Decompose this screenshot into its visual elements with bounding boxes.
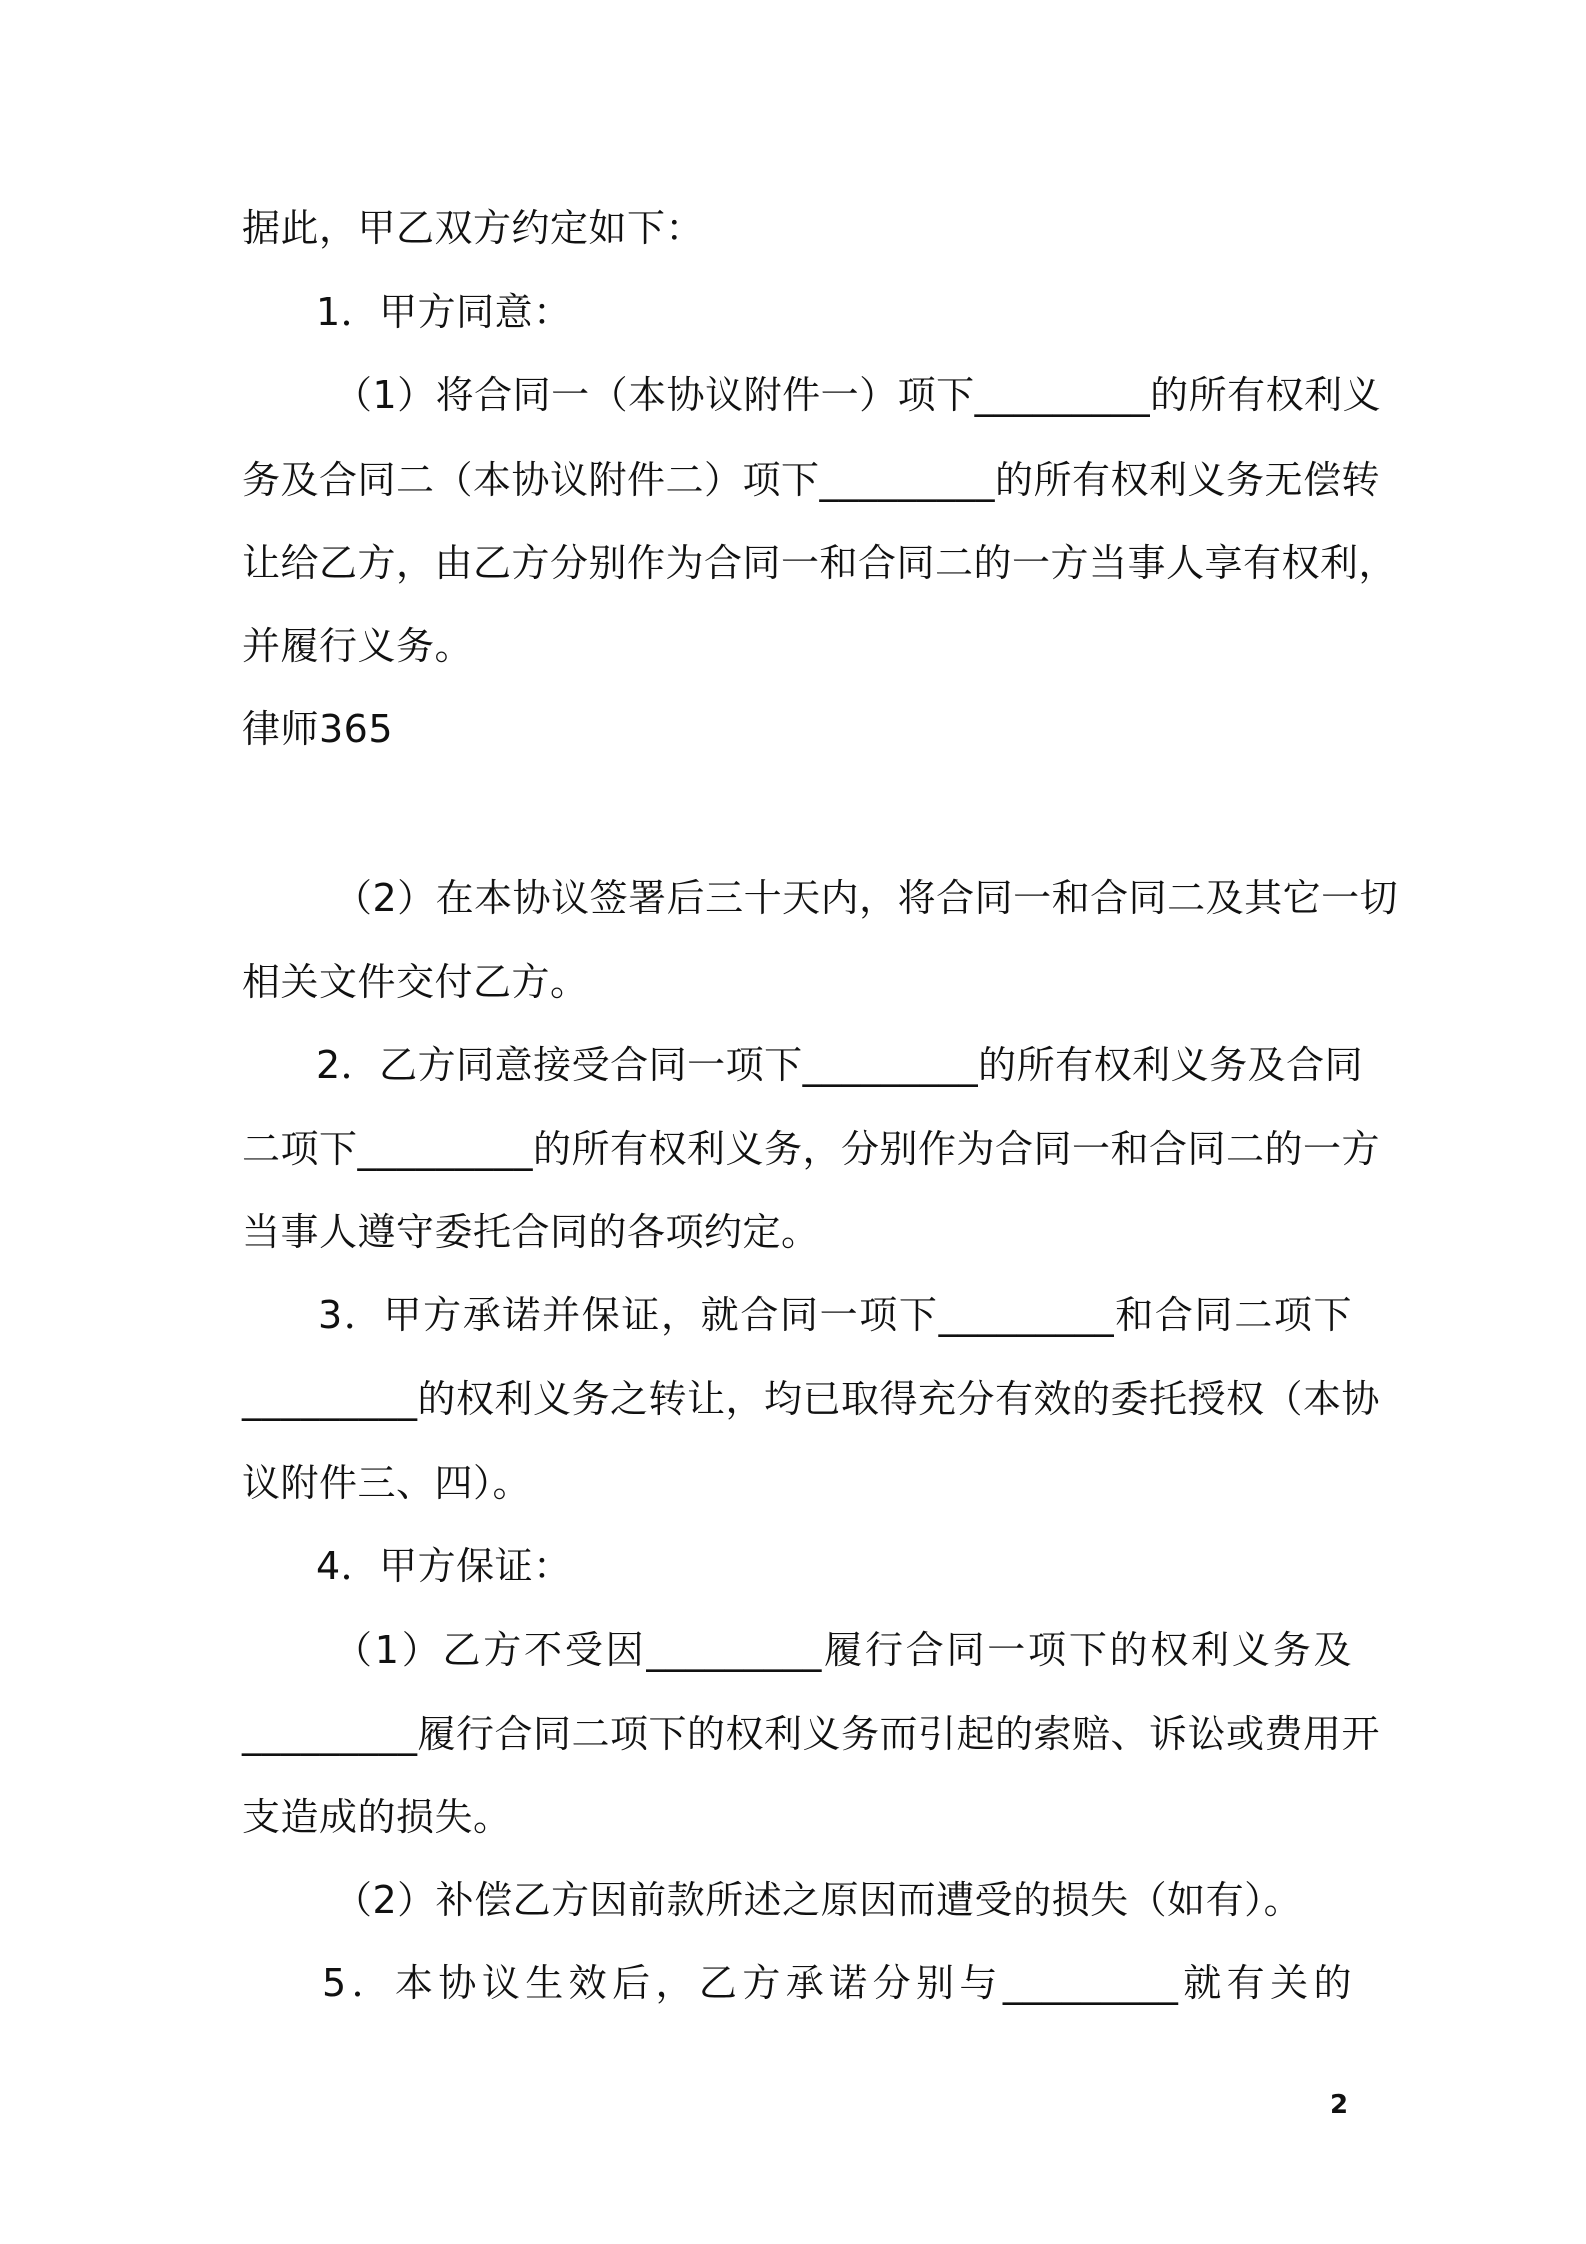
watermark-text: 律师365: [242, 707, 394, 751]
section-1-heading: 1．甲方同意：: [316, 290, 572, 334]
text-line: （2）在本协议签署后三十天内，将合同一和合同二及其它一切: [334, 876, 1399, 920]
text-line: 据此，甲乙双方约定如下：: [242, 206, 705, 250]
text-line: 并履行义务。: [242, 624, 474, 668]
section-2-line: 2．乙方同意接受合同一项下_________的所有权利义务及合同: [316, 1043, 1364, 1087]
section-5-line: 5．本协议生效后，乙方承诺分别与_________就有关的: [322, 1961, 1352, 2005]
text-line: （1）乙方不受因_________履行合同一项下的权利义务及: [334, 1628, 1352, 1672]
text-line: （2）补偿乙方因前款所述之原因而遭受的损失（如有）。: [334, 1878, 1303, 1922]
page-number: 2: [1330, 2090, 1349, 2120]
text-line: _________履行合同二项下的权利义务而引起的索赔、诉讼或费用开: [242, 1712, 1381, 1756]
text-line: 支造成的损失。: [242, 1795, 512, 1839]
text-line: 务及合同二（本协议附件二）项下_________的所有权利义务无偿转: [242, 458, 1381, 502]
text-line: 议附件三、四）。: [242, 1461, 532, 1505]
text-line: 当事人遵守委托合同的各项约定。: [242, 1210, 820, 1254]
text-line: 相关文件交付乙方。: [242, 960, 589, 1004]
text-line: 二项下_________的所有权利义务，分别作为合同一和合同二的一方: [242, 1127, 1381, 1171]
text-line: 让给乙方，由乙方分别作为合同一和合同二的一方当事人享有权利，: [242, 541, 1398, 585]
text-line: _________的权利义务之转让，均已取得充分有效的委托授权（本协: [242, 1377, 1381, 1421]
text-line: （1）将合同一（本协议附件一）项下_________的所有权利义: [334, 373, 1382, 417]
section-3-line: 3．甲方承诺并保证，就合同一项下_________和合同二项下: [318, 1293, 1352, 1337]
section-4-heading: 4．甲方保证：: [316, 1544, 572, 1588]
